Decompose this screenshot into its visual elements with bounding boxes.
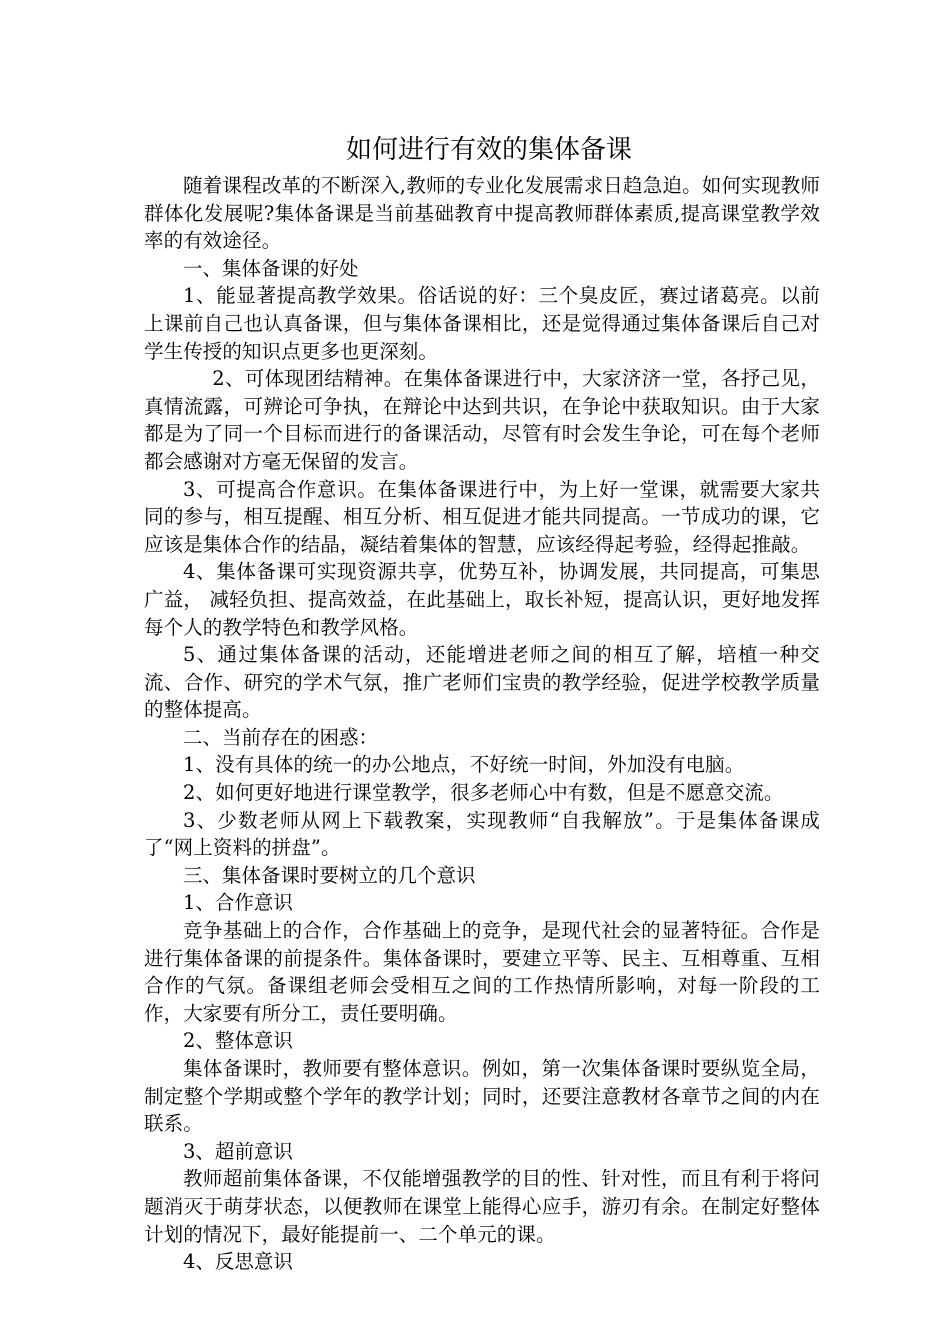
document-title: 如何进行有效的集体备课 (345, 135, 632, 165)
section3-sub3-text: 教师超前集体备课，不仅能增强教学的目的性、针对性，而且有利于将问题消灭于萌芽状态，以便教师在课堂上能得心应手，游刃有余。在制定好整体计划的情况下，最好能提前一、二个单元的课。 (144, 1167, 820, 1246)
section1-heading: 一、集体备课的好处 (183, 256, 359, 280)
section1-item-5: 5、通过集体备课的活动，还能增进老师之间的相互了解，培植一种交流、合作、研究的学术气氛，推广老师们宝贵的教学经验，促进学校教学质量的整体提高。 (144, 643, 820, 722)
section3-sub3-heading: 3、超前意识 (183, 1139, 293, 1163)
section3-sub2-heading: 2、整体意识 (183, 1029, 293, 1053)
section1-item-1: 1、能显著提高教学效果。俗话说的好：三个臭皮匠，赛过诸葛亮。以前上课前自己也认真备课，但与集体备课相比，还是觉得通过集体备课后自己对学生传授的知识点更多也更深刻。 (144, 284, 820, 363)
section1-item-3: 3、可提高合作意识。在集体备课进行中，为上好一堂课，就需要大家共同的参与，相互提醒、相互分析、相互促进才能共同提高。一节成功的课，它应该是集体合作的结晶，凝结着集体的智慧，应该经得起考验，经得起推敲。 (144, 477, 820, 556)
document-page (144, 128, 820, 1276)
section1-item-2: 2、可体现团结精神。在集体备课进行中，大家济济一堂，各抒己见，真情流露，可辨论可争执，在辩论中达到共识，在争论中获取知识。由于大家都是为了同一个目标而进行的备课活动，尽管有时会发生争论，可在每个老师都会感谢对方毫无保留的发言。 (144, 367, 820, 473)
section2-heading: 二、当前存在的困惑： (183, 725, 379, 749)
section3-sub2-text: 集体备课时，教师要有整体意识。例如，第一次集体备课时要纵览全局，制定整个学期或整个学年的教学计划；同时，还要注意教材各章节之间的内在联系。 (144, 1057, 820, 1136)
intro-paragraph: 随着课程改革的不断深入,教师的专业化发展需求日趋急迫。如何实现教师群体化发展呢?集体备课是当前基础教育中提高教师群体素质,提高课堂教学效率的有效途径。 (144, 174, 820, 253)
section3-sub1-heading: 1、合作意识 (183, 891, 293, 915)
section2-item-2: 2、如何更好地进行课堂教学，很多老师心中有数，但是不愿意交流。 (183, 781, 784, 805)
section3-sub1-text: 竞争基础上的合作，合作基础上的竞争，是现代社会的显著特征。合作是进行集体备课的前提条件。集体备课时，要建立平等、民主、互相尊重、互相合作的气氛。备课组老师会受相互之间的工作热情所影响，对每一阶段的工作，大家要有所分工，责任要明确。 (144, 919, 820, 1025)
section3-sub4-heading: 4、反思意识 (183, 1250, 293, 1274)
section3-heading: 三、集体备课时要树立的几个意识 (183, 863, 476, 887)
section2-item-1: 1、没有具体的统一的办公地点，不好统一时间，外加没有电脑。 (183, 753, 745, 777)
section1-item-4: 4、集体备课可实现资源共享，优势互补，协调发展，共同提高，可集思广益， 减轻负担、提高效益，在此基础上，取长补短，提高认识，更好地发挥每个人的教学特色和教学风格。 (144, 560, 820, 639)
section2-item-3: 3、少数老师从网上下载教案，实现教师“自我解放”。于是集体备课成了“网上资料的拼盘”。 (144, 808, 820, 860)
